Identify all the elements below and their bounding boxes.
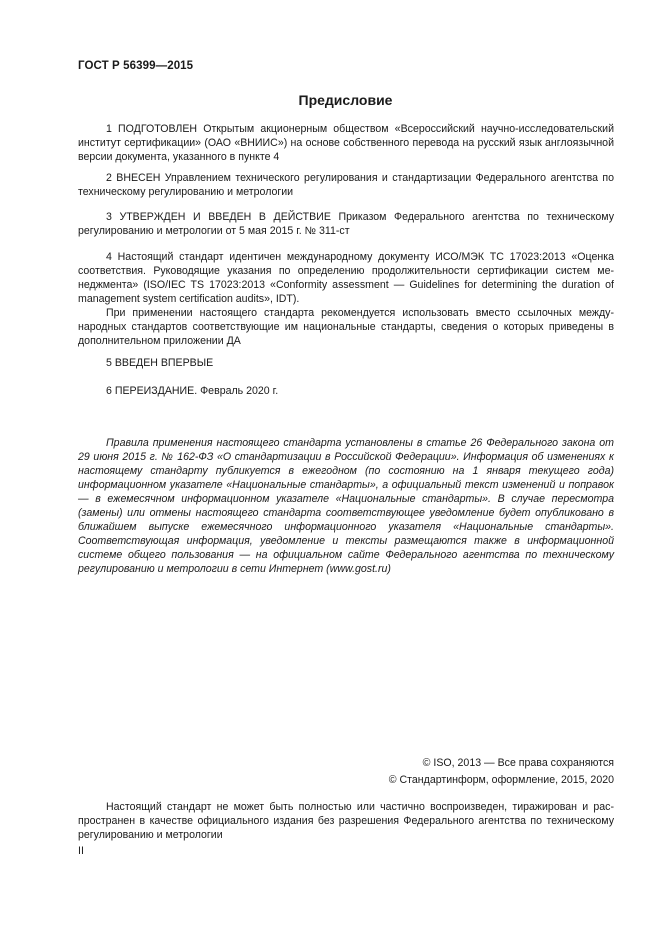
foreword-item-6: 6 ПЕРЕИЗДАНИЕ. Февраль 2020 г. — [106, 385, 279, 397]
foreword-item-1: 1 ПОДГОТОВЛЕН Открытым акционерным обществом «Всероссийский научно-исследовательский институт сертификации» (ОАО «ВНИИС») на основе собственного перевода на русский язык англоязычной версии документа, указанного в пункте 4 — [78, 123, 614, 163]
foreword-item-4-note: При применении настоящего стандарта рекомендуется использовать вместо ссылочных международных стандартов соответствующие им национальные стандарты, сведения о которых приведены в дополнительном приложении ДА — [78, 307, 614, 347]
page-number: II — [78, 845, 84, 857]
copyright-iso: © ISO, 2013 — Все права сохраняются — [422, 757, 614, 769]
reproduction-notice: Настоящий стандарт не может быть полностью или частично воспроизведен, тиражирован и распространен в качестве официального издания без разрешения Федерального агентства по техническому регулированию и метрологии — [78, 801, 614, 841]
foreword-item-2: 2 ВНЕСЕН Управлением технического регулирования и стандартизации Федерального агентства по техническому регулированию и метрологии — [78, 172, 614, 198]
foreword-item-5: 5 ВВЕДЕН ВПЕРВЫЕ — [106, 357, 214, 369]
page-title: Предисловие — [298, 92, 393, 108]
foreword-item-3: 3 УТВЕРЖДЕН И ВВЕДЕН В ДЕЙСТВИЕ Приказом Федерального агентства по техническому регулированию и метрологии от 5 мая 2015 г. № 311-ст — [78, 211, 614, 237]
copyright-standartinform: © Стандартинформ, оформление, 2015, 2020 — [388, 774, 614, 786]
foreword-item-4: 4 Настоящий стандарт идентичен международному документу ИСО/МЭК ТС 17023:2013 «Оценка соответствия. Руководящие указания по определению продолжительности сертификации систем менеджмента» (ISO/IEC TS 17023:2013 «Conformity assessment — Guidelines for determining the duration of management system certification audits», IDT). — [78, 251, 614, 305]
application-notice: Правила применения настоящего стандарта установлены в статье 26 Федерального закона от 29 июня 2015 г. № 162-ФЗ «О стандартизации в Российской Федерации». Информация об изменениях к настоящему стандарту публикуется в ежегодном (по состоянию на 1 января текущего года) информационном указателе «Национальные стандарты», а официальный текст изменений и поправок — в ежемесячном информационном указателе «Национальные стандарты». В случае пересмотра (замены) или отмены настоящего стандарта соответствующее уведомление будет опубликовано в ближайшем выпуске ежемесячного информационного указателя «Национальные стандарты». Соответствующая информация, уведомление и тексты размещаются также в информационной системе общего пользования — на официальном сайте Федерального агентства по техническому регулированию и метрологии в сети Интернет (www.gost.ru) — [78, 437, 614, 575]
standard-code: ГОСТ Р 56399—2015 — [78, 60, 194, 72]
